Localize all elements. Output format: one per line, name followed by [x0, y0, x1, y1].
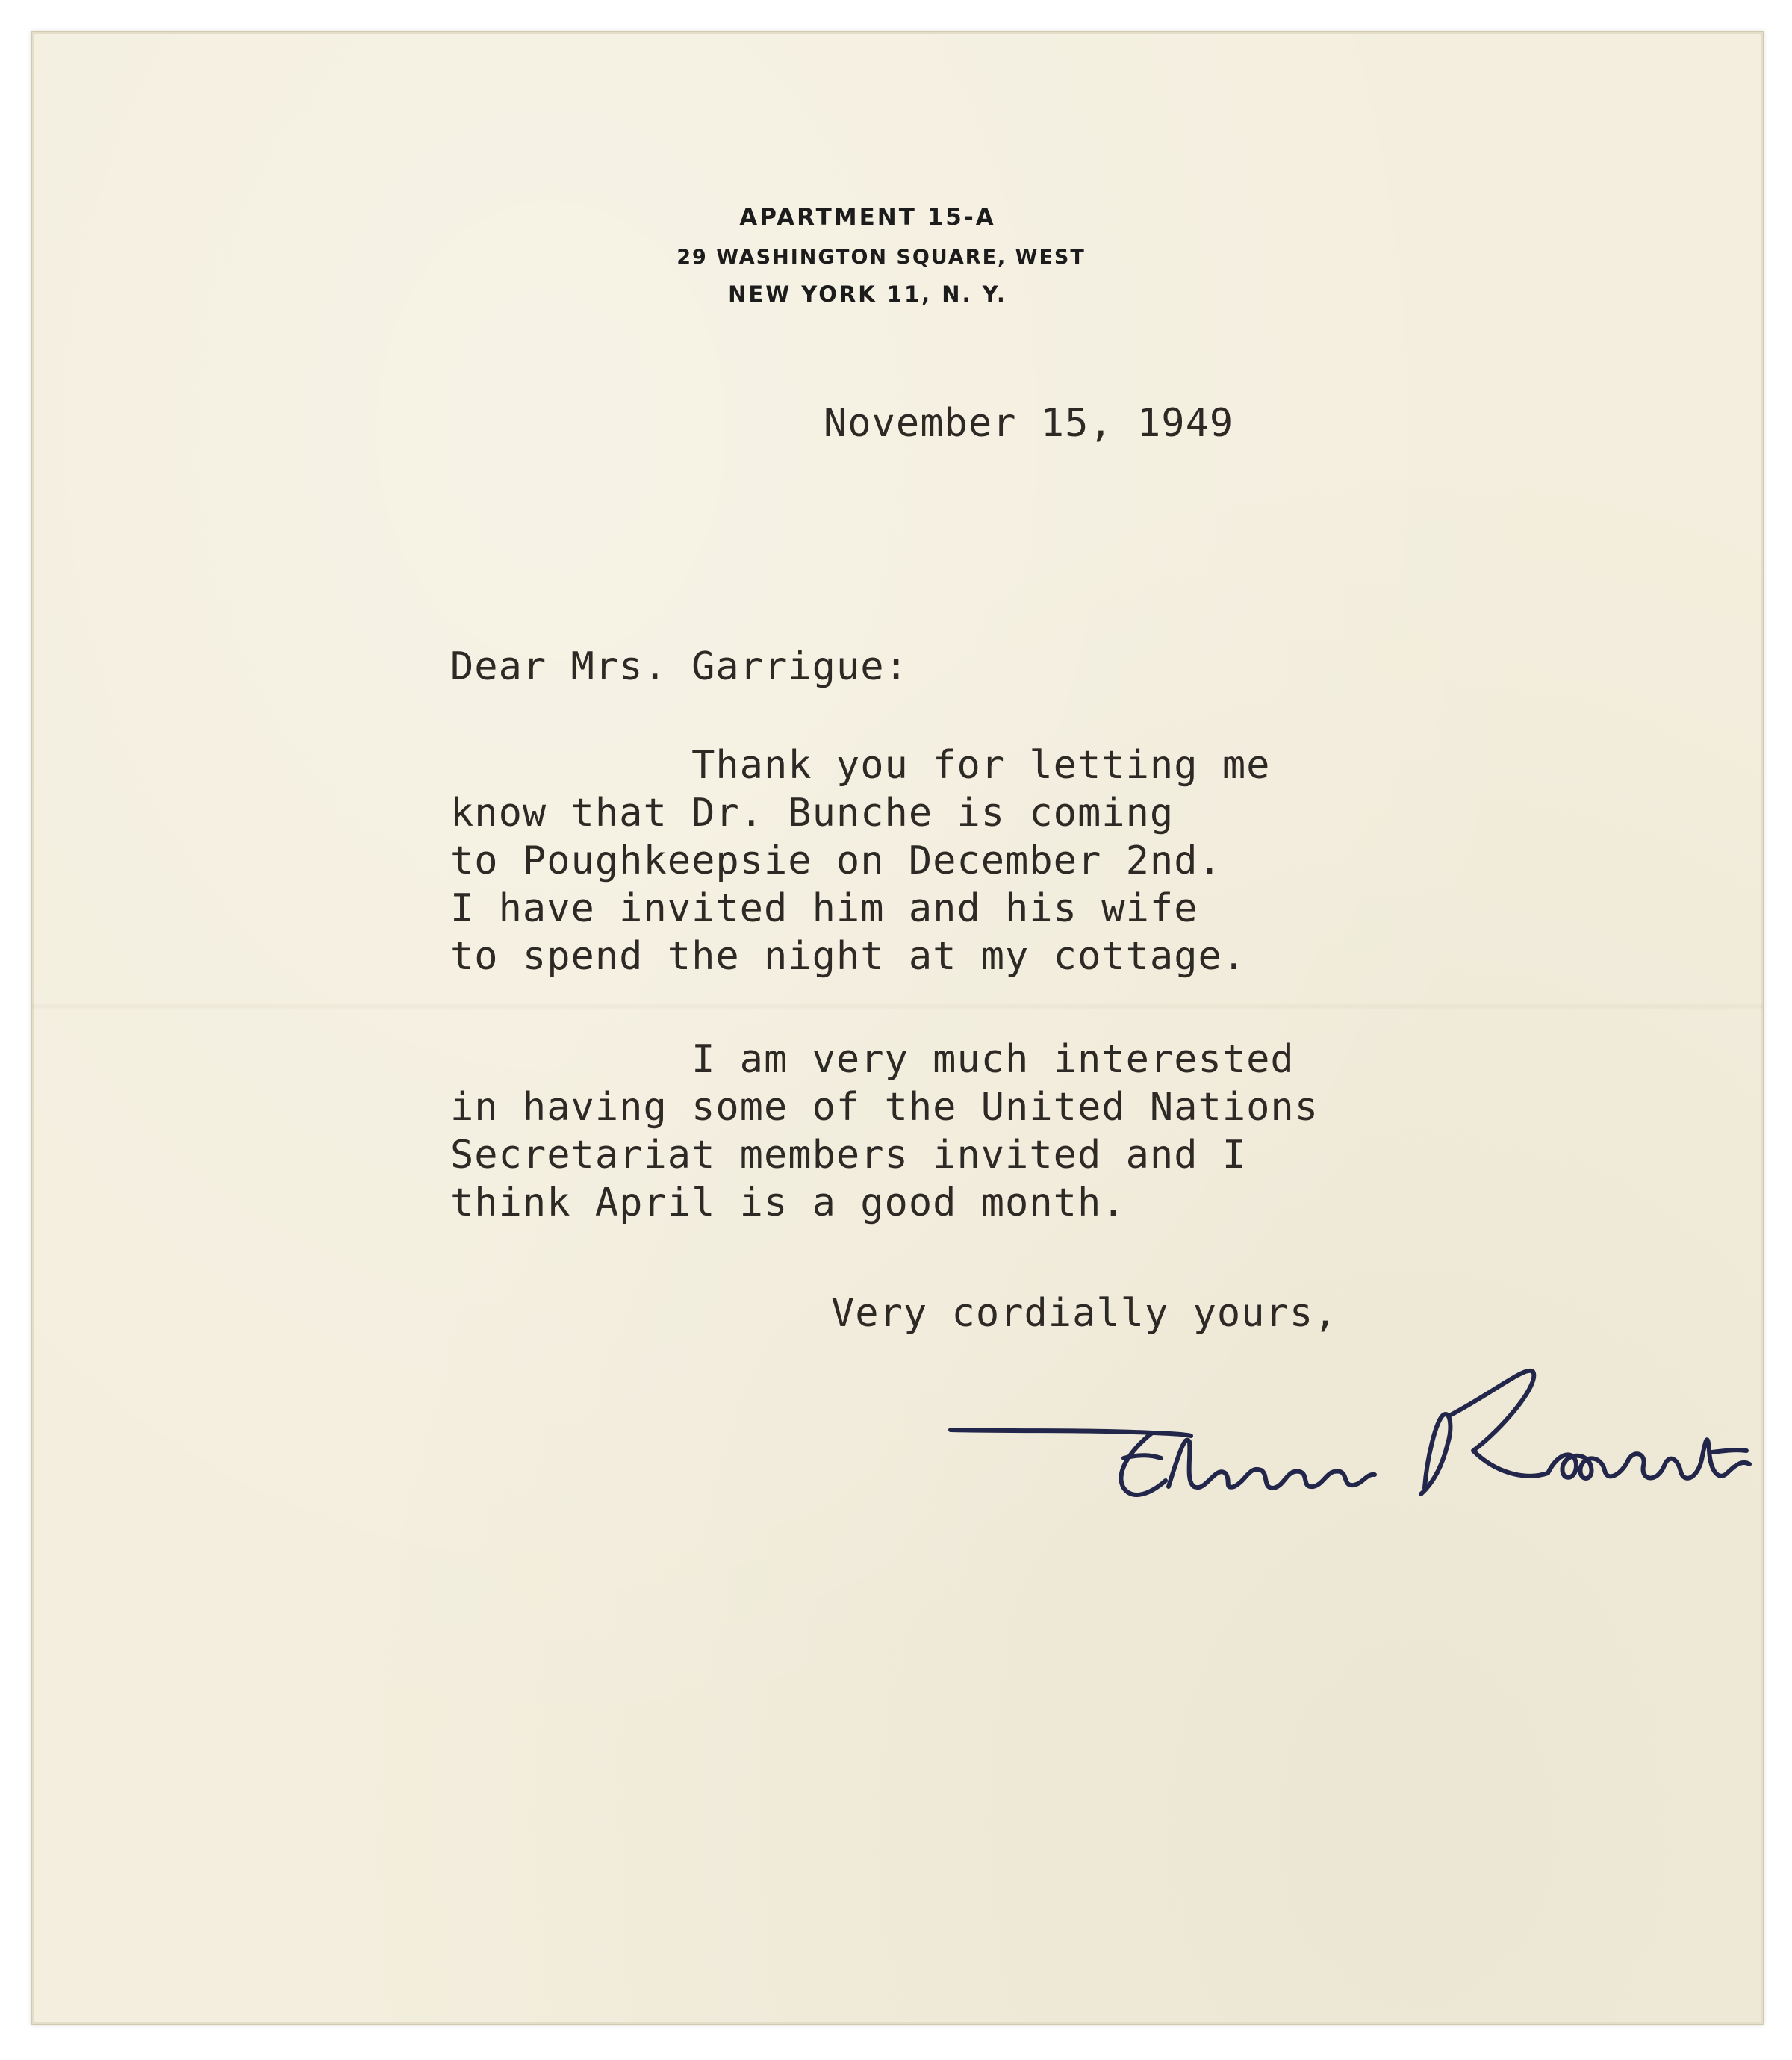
- letter-closing: Very cordially yours,: [831, 1291, 1338, 1336]
- letter-paragraph-2: I am very much interested in having some of the United Nations Secretariat members invited and I think April is a good month.: [450, 1037, 1319, 1225]
- handwritten-signature: [928, 1361, 1772, 1525]
- letterhead-apartment: APARTMENT 15-A: [739, 204, 996, 231]
- letter-date: November 15, 1949: [824, 401, 1234, 446]
- paper-fold: [32, 1003, 1763, 1010]
- letterhead-city: NEW YORK 11, N. Y.: [728, 281, 1007, 307]
- letter-paragraph-1: Thank you for letting me know that Dr. Bunche is coming to Poughkeepsie on December 2nd. I have invited him and his wife to spend the night at my cottage.: [450, 743, 1271, 979]
- letterhead-street: 29 WASHINGTON SQUARE, WEST: [676, 246, 1086, 269]
- letter-salutation: Dear Mrs. Garrigue:: [450, 644, 909, 689]
- letter-sheet: [31, 31, 1764, 2025]
